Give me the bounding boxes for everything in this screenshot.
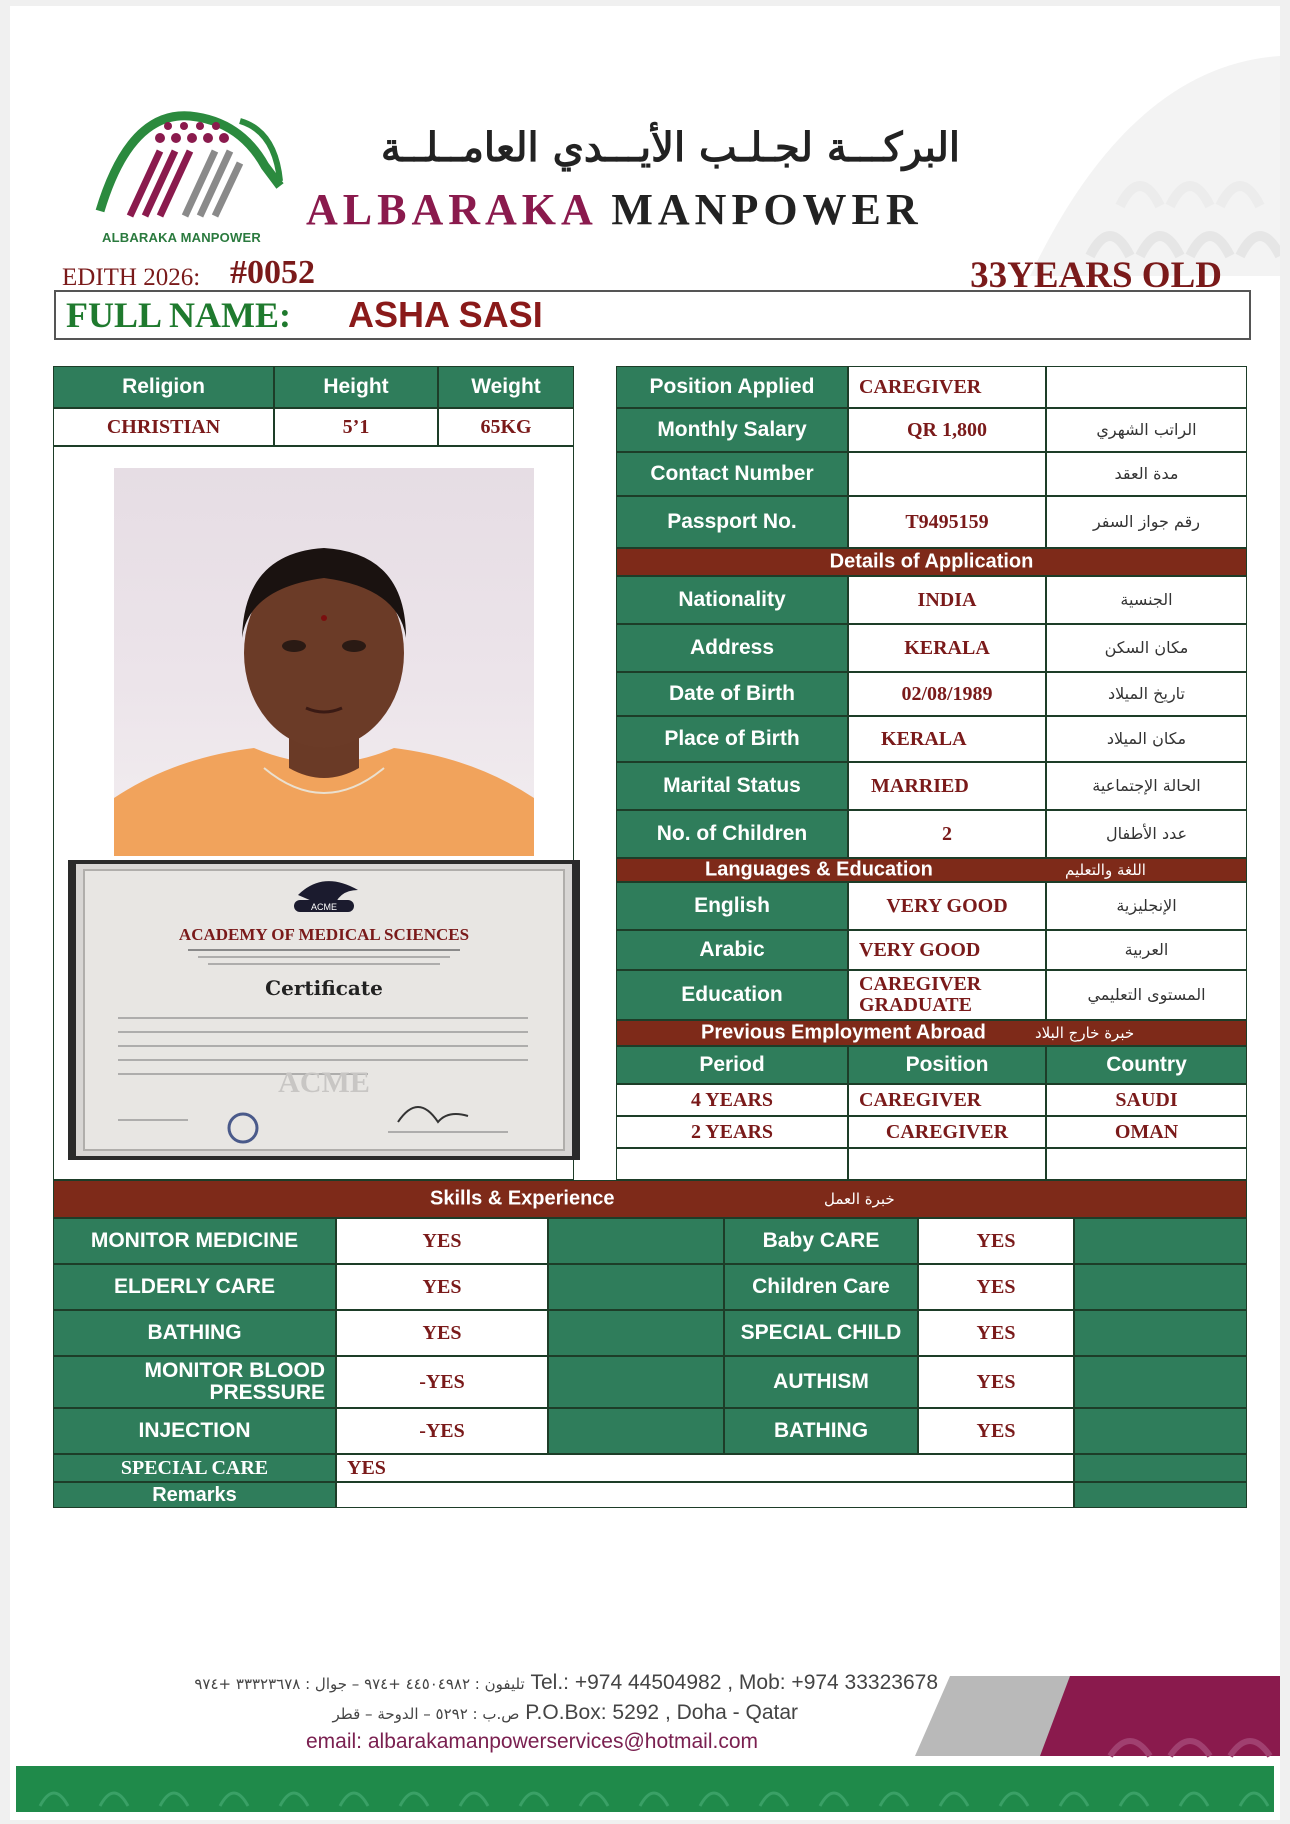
skill-special-child-value: YES: [918, 1310, 1074, 1356]
footer-address: [70, 1701, 798, 1725]
skill-baby-care-extra: [1074, 1218, 1247, 1264]
skill-baby-care-label: Baby CARE: [724, 1218, 918, 1264]
height-label: Height: [274, 366, 438, 408]
footer-address-english: P.O.Box: 5292 , Doha - Qatar: [525, 1701, 798, 1724]
country-column-header: Country: [1046, 1046, 1247, 1084]
contact-number-arabic: مدة العقد: [1046, 452, 1247, 496]
edith-label: EDITH 2026:: [62, 264, 201, 291]
english-label: English: [616, 882, 848, 930]
skills-header: [53, 1180, 1247, 1218]
english-arabic: الإنجليزية: [1046, 882, 1247, 930]
skill-bathing-label: BATHING: [53, 1310, 336, 1356]
skill-autism-value: YES: [918, 1356, 1074, 1408]
children-label: No. of Children: [616, 810, 848, 858]
employment-row-1-position: CAREGIVER: [848, 1084, 1046, 1116]
skill-monitor-medicine-label: MONITOR MEDICINE: [53, 1218, 336, 1264]
footer-address-arabic: ص.ب : ٥٢٩٢ – الدوحة – قطر: [332, 1705, 520, 1723]
english-value: VERY GOOD: [848, 882, 1046, 930]
employment-heading-arabic: خبرة خارج البلاد: [1035, 1024, 1135, 1042]
education-value: [848, 970, 1046, 1020]
certificate-watermark-small: ACME: [310, 902, 338, 912]
skills-heading: Skills & Experience: [430, 1187, 615, 1210]
skill-blood-pressure-value: -YES: [336, 1356, 548, 1408]
address-label: Address: [616, 624, 848, 672]
date-of-birth-arabic: تاريخ الميلاد: [1046, 672, 1247, 716]
period-column-header: Period: [616, 1046, 848, 1084]
skill-monitor-medicine-extra: [548, 1218, 724, 1264]
employment-row-1-country: SAUDI: [1046, 1084, 1247, 1116]
date-of-birth-value: 02/08/1989: [848, 672, 1046, 716]
skill-blood-pressure-label: MONITOR BLOOD PRESSURE: [53, 1356, 336, 1408]
passport-arabic: رقم جواز السفر: [1046, 496, 1247, 548]
skill-elderly-care-label: ELDERLY CARE: [53, 1264, 336, 1310]
passport-value: T9495159: [848, 496, 1046, 548]
education-value-line-1: CAREGIVER: [859, 973, 982, 995]
company-name-word-2: MANPOWER: [611, 185, 923, 234]
skill-monitor-medicine-value: YES: [336, 1218, 548, 1264]
company-name-arabic: البركـــة لجـلـب الأيـــدي العامــلــة: [380, 124, 960, 171]
portrait-image: [114, 468, 534, 856]
religion-label: Religion: [53, 366, 274, 408]
passport-label: Passport No.: [616, 496, 848, 548]
languages-heading: Languages & Education: [705, 858, 933, 881]
employment-row-2-position: CAREGIVER: [848, 1116, 1046, 1148]
position-column-header: Position: [848, 1046, 1046, 1084]
languages-heading-arabic: اللغة والتعليم: [1065, 861, 1146, 879]
position-applied-label: Position Applied: [616, 366, 848, 408]
skill-bathing-extra: [548, 1310, 724, 1356]
logo-caption: ALBARAKA MANPOWER: [102, 230, 261, 245]
special-care-label: SPECIAL CARE: [53, 1454, 336, 1482]
marital-status-value: MARRIED: [848, 762, 1046, 810]
marital-status-label: Marital Status: [616, 762, 848, 810]
skill-autism-extra: [1074, 1356, 1247, 1408]
skill-autism-label: AUTHISM: [724, 1356, 918, 1408]
arabic-value: VERY GOOD: [848, 930, 1046, 970]
skill-special-child-extra: [1074, 1310, 1247, 1356]
company-logo: [90, 91, 290, 241]
children-arabic: عدد الأطفال: [1046, 810, 1247, 858]
skill-injection-extra: [548, 1408, 724, 1454]
employment-row-2-country: OMAN: [1046, 1116, 1247, 1148]
skill-baby-care-value: YES: [918, 1218, 1074, 1264]
applicant-photo: [114, 468, 534, 856]
skill-children-care-extra: [1074, 1264, 1247, 1310]
full-name-label: FULL NAME:: [66, 295, 291, 335]
details-heading: Details of Application: [829, 550, 1034, 573]
footer-phone-arabic: تليفون : ٤٤٥٠٤٩٨٢ +٩٧٤ – جوال : ٣٣٣٢٣٦٧٨ +٩٧٤: [194, 1675, 525, 1693]
remarks-extra: [1074, 1482, 1247, 1508]
decorative-arches: [1010, 46, 1280, 276]
footer-phone: [70, 1671, 938, 1695]
certificate-watermark: ACME: [278, 1066, 370, 1099]
height-value: 5’1: [274, 408, 438, 446]
skill-elderly-care-extra: [548, 1264, 724, 1310]
special-care-value: YES: [336, 1454, 1074, 1482]
monthly-salary-label: Monthly Salary: [616, 408, 848, 452]
contact-number-value: [848, 452, 1046, 496]
education-arabic: المستوى التعليمي: [1046, 970, 1247, 1020]
skill-injection-value: -YES: [336, 1408, 548, 1454]
special-care-extra: [1074, 1454, 1247, 1482]
monthly-salary-arabic: الراتب الشهري: [1046, 408, 1247, 452]
footer-email[interactable]: email: albarakamanpowerservices@hotmail.com: [306, 1730, 758, 1753]
employment-header: [616, 1020, 1247, 1046]
certificate-image: [68, 860, 580, 1160]
skills-heading-arabic: خبرة العمل: [824, 1190, 895, 1208]
nationality-value: INDIA: [848, 576, 1046, 624]
skill-injection-label: INJECTION: [53, 1408, 336, 1454]
place-of-birth-label: Place of Birth: [616, 716, 848, 762]
position-applied-value: CAREGIVER: [848, 366, 1046, 408]
full-name-value: ASHA SASI: [348, 294, 543, 335]
weight-value: 65KG: [438, 408, 574, 446]
place-of-birth-value: KERALA: [848, 716, 1046, 762]
arabic-arabic: العربية: [1046, 930, 1247, 970]
skill-children-care-value: YES: [918, 1264, 1074, 1310]
remarks-value: [336, 1482, 1074, 1508]
employment-row-3-period: [616, 1148, 848, 1180]
certificate-academy: ACADEMY OF MEDICAL SCIENCES: [178, 925, 470, 944]
monthly-salary-value: QR 1,800: [848, 408, 1046, 452]
employment-row-3-position: [848, 1148, 1046, 1180]
languages-header: [616, 858, 1247, 882]
weight-label: Weight: [438, 366, 574, 408]
arabic-label: Arabic: [616, 930, 848, 970]
age: 33YEARS OLD: [970, 255, 1222, 296]
skill-elderly-care-value: YES: [336, 1264, 548, 1310]
skill-bathing-2-extra: [1074, 1408, 1247, 1454]
nationality-label: Nationality: [616, 576, 848, 624]
employment-row-2-period: 2 YEARS: [616, 1116, 848, 1148]
address-arabic: مكان السكن: [1046, 624, 1247, 672]
religion-value: CHRISTIAN: [53, 408, 274, 446]
skill-bathing-2-label: BATHING: [724, 1408, 918, 1454]
company-name-english: [306, 184, 923, 235]
edith-number: #0052: [230, 254, 315, 291]
place-of-birth-arabic: مكان الميلاد: [1046, 716, 1247, 762]
employment-row-3-country: [1046, 1148, 1247, 1180]
employment-row-1-period: 4 YEARS: [616, 1084, 848, 1116]
employment-heading: Previous Employment Abroad: [701, 1021, 986, 1044]
nationality-arabic: الجنسية: [1046, 576, 1247, 624]
remarks-label: Remarks: [53, 1482, 336, 1508]
full-name-box: [54, 290, 1251, 340]
education-label: Education: [616, 970, 848, 1020]
details-header: [616, 548, 1247, 576]
position-applied-blank: [1046, 366, 1247, 408]
cv-sheet: [10, 6, 1280, 1820]
company-name-word-1: ALBARAKA: [306, 185, 596, 234]
footer-phone-english: Tel.: +974 44504982 , Mob: +974 33323678: [530, 1671, 938, 1694]
date-of-birth-label: Date of Birth: [616, 672, 848, 716]
marital-status-arabic: الحالة الإجتماعية: [1046, 762, 1247, 810]
skill-children-care-label: Children Care: [724, 1264, 918, 1310]
skill-special-child-label: SPECIAL CHILD: [724, 1310, 918, 1356]
education-value-line-2: GRADUATE: [859, 994, 972, 1016]
contact-number-label: Contact Number: [616, 452, 848, 496]
skill-blood-pressure-extra: [548, 1356, 724, 1408]
skill-bathing-value: YES: [336, 1310, 548, 1356]
address-value: KERALA: [848, 624, 1046, 672]
skill-bathing-2-value: YES: [918, 1408, 1074, 1454]
children-value: 2: [848, 810, 1046, 858]
certificate-title: Certificate: [265, 976, 383, 1000]
